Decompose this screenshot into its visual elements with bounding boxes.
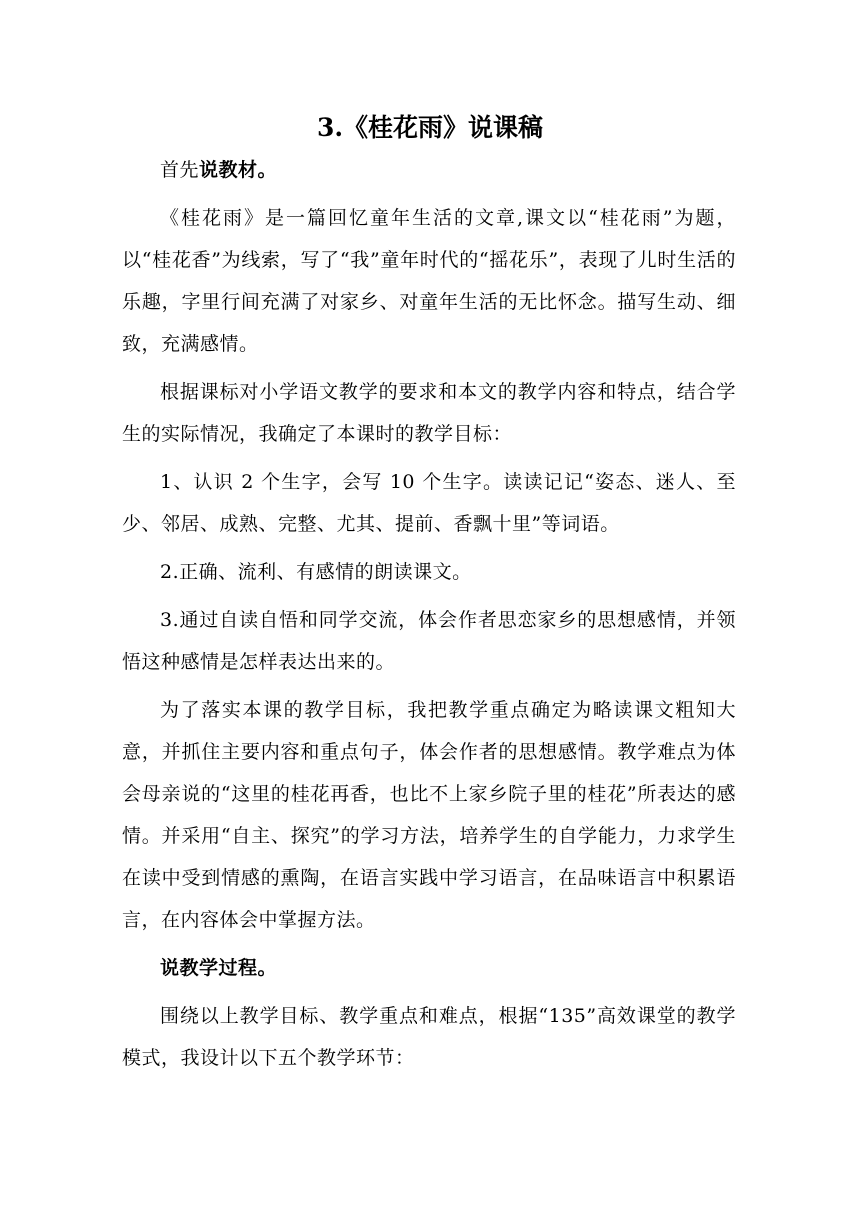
paragraph: 根据课标对小学语文教学的要求和本文的教学内容和特点，结合学生的实际情况，我确定了本课时的教学目标： — [122, 381, 736, 445]
paragraph: 为了落实本课的教学目标，我把教学重点确定为略读课文粗知大意，并抓住主要内容和重点句子，体会作者的思想感情。教学难点为体会母亲说的“这里的桂花再香，也比不上家乡院子里的桂花”所表达的感情。并采用“自主、探究”的学习方法，培养学生的自学能力，力求学生在读中受到情感的熏陶，在语言实践中学习语言，在品味语言中积累语言，在内容体会中掌握方法。 — [122, 699, 736, 931]
paragraph-intro — [122, 149, 736, 191]
paragraph: 围绕以上教学目标、教学重点和难点，根据“135”高效课堂的教学模式，我设计以下五个教学环节： — [122, 1005, 736, 1069]
objective-item: 2.正确、流利、有感情的朗读课文。 — [160, 561, 472, 583]
objective-item: 3.通过自读自悟和同学交流，体会作者思恋家乡的思想感情，并领悟这种感情是怎样表达出来的。 — [122, 609, 736, 673]
document-title: 3.《桂花雨》说课稿 — [316, 113, 544, 142]
section-heading-process: 说教学过程。 — [160, 957, 278, 979]
section-heading-textbook: 说教材。 — [199, 159, 278, 181]
paragraph: 《桂花雨》是一篇回忆童年生活的文章,课文以“桂花雨”为题，以“桂花香”为线索，写了“我”童年时代的“摇花乐”，表现了儿时生活的乐趣，字里行间充满了对家乡、对童年生活的无比怀念。描写生动、细致，充满感情。 — [122, 207, 736, 355]
objective-item: 1、认识 2 个生字，会写 10 个生字。读读记记“姿态、迷人、至少、邻居、成熟、完整、尤其、提前、香飘十里”等词语。 — [122, 471, 736, 535]
document-body — [122, 149, 736, 1085]
intro-prefix: 首先 — [160, 159, 200, 181]
